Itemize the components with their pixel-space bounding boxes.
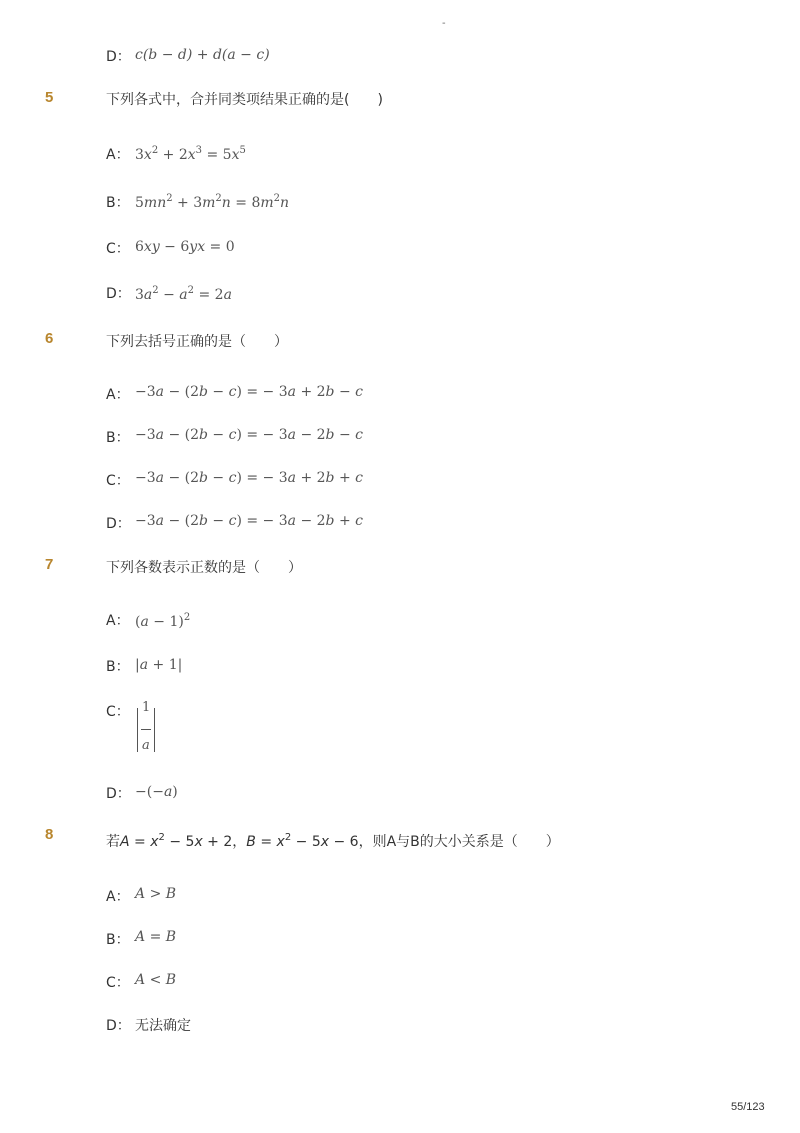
option-label: B： [106, 659, 130, 675]
option-expression: A < B [135, 972, 177, 988]
prev-option-d-label: D： [106, 49, 131, 65]
fraction-numerator: 1 [142, 700, 151, 715]
option-expression: A = B [135, 929, 177, 945]
question-number: 5 [45, 89, 54, 106]
option-expression: |a + 1| [135, 657, 183, 673]
abs-bar-right [154, 708, 155, 752]
option-label: D： [106, 1018, 131, 1034]
option-label: B： [106, 430, 130, 446]
option-expression: −3a − (2b − c) = − 3a − 2b + c [135, 513, 363, 529]
option-expression: −3a − (2b − c) = − 3a − 2b − c [135, 427, 363, 443]
option-expression: −(−a) [135, 784, 178, 800]
option-label: D： [106, 786, 131, 802]
option-expression: $(a - 1)^2$ [135, 612, 191, 630]
option-label: C： [106, 704, 130, 720]
option-expression: −3a − (2b − c) = − 3a + 2b + c [135, 470, 363, 486]
option-expression: 6xy − 6yx = 0 [135, 239, 235, 255]
question-number: 6 [45, 330, 54, 347]
option-label: C： [106, 241, 130, 257]
option-expression: $5mn^2 + 3m^2n = 8m^2n$ [135, 193, 290, 211]
option-label: D： [106, 516, 131, 532]
option-label: A： [106, 387, 130, 403]
option-expression: $3x^2 + 2x^3 = 5x^5$ [135, 145, 246, 163]
option-label: B： [106, 195, 130, 211]
option-label: B： [106, 932, 130, 948]
prev-option-d-expr: c(b − d) + d(a − c) [135, 47, 270, 63]
fraction-denominator: a [142, 738, 150, 753]
option-expression: A > B [135, 886, 177, 902]
option-label: A： [106, 613, 130, 629]
fraction-abs [134, 700, 158, 756]
option-text: 无法确定 [135, 1018, 191, 1034]
question-stem: 下列各式中，合并同类项结果正确的是( ) [106, 92, 383, 108]
question-stem: 下列去括号正确的是（ ） [106, 334, 288, 350]
abs-bar-left [137, 708, 138, 752]
option-label: C： [106, 975, 130, 991]
question-number: 7 [45, 556, 54, 573]
page-number: 55/123 [731, 1101, 765, 1113]
option-label: A： [106, 889, 130, 905]
option-label: C： [106, 473, 130, 489]
option-expression: −3a − (2b − c) = − 3a + 2b − c [135, 384, 363, 400]
option-label: A： [106, 147, 130, 163]
question-number: 8 [45, 826, 54, 843]
option-label: D： [106, 286, 131, 302]
question-stem: 下列各数表示正数的是（ ） [106, 560, 302, 576]
question-stem: 若$A = x^2 - 5x + 2$，$B = x^2 - 5x - 6$，则A与B的大小关系是（ ） [106, 832, 560, 850]
top-mark: - [442, 18, 446, 29]
fraction-bar [141, 729, 151, 730]
option-expression: $3a^2 - a^2 = 2a$ [135, 285, 232, 303]
